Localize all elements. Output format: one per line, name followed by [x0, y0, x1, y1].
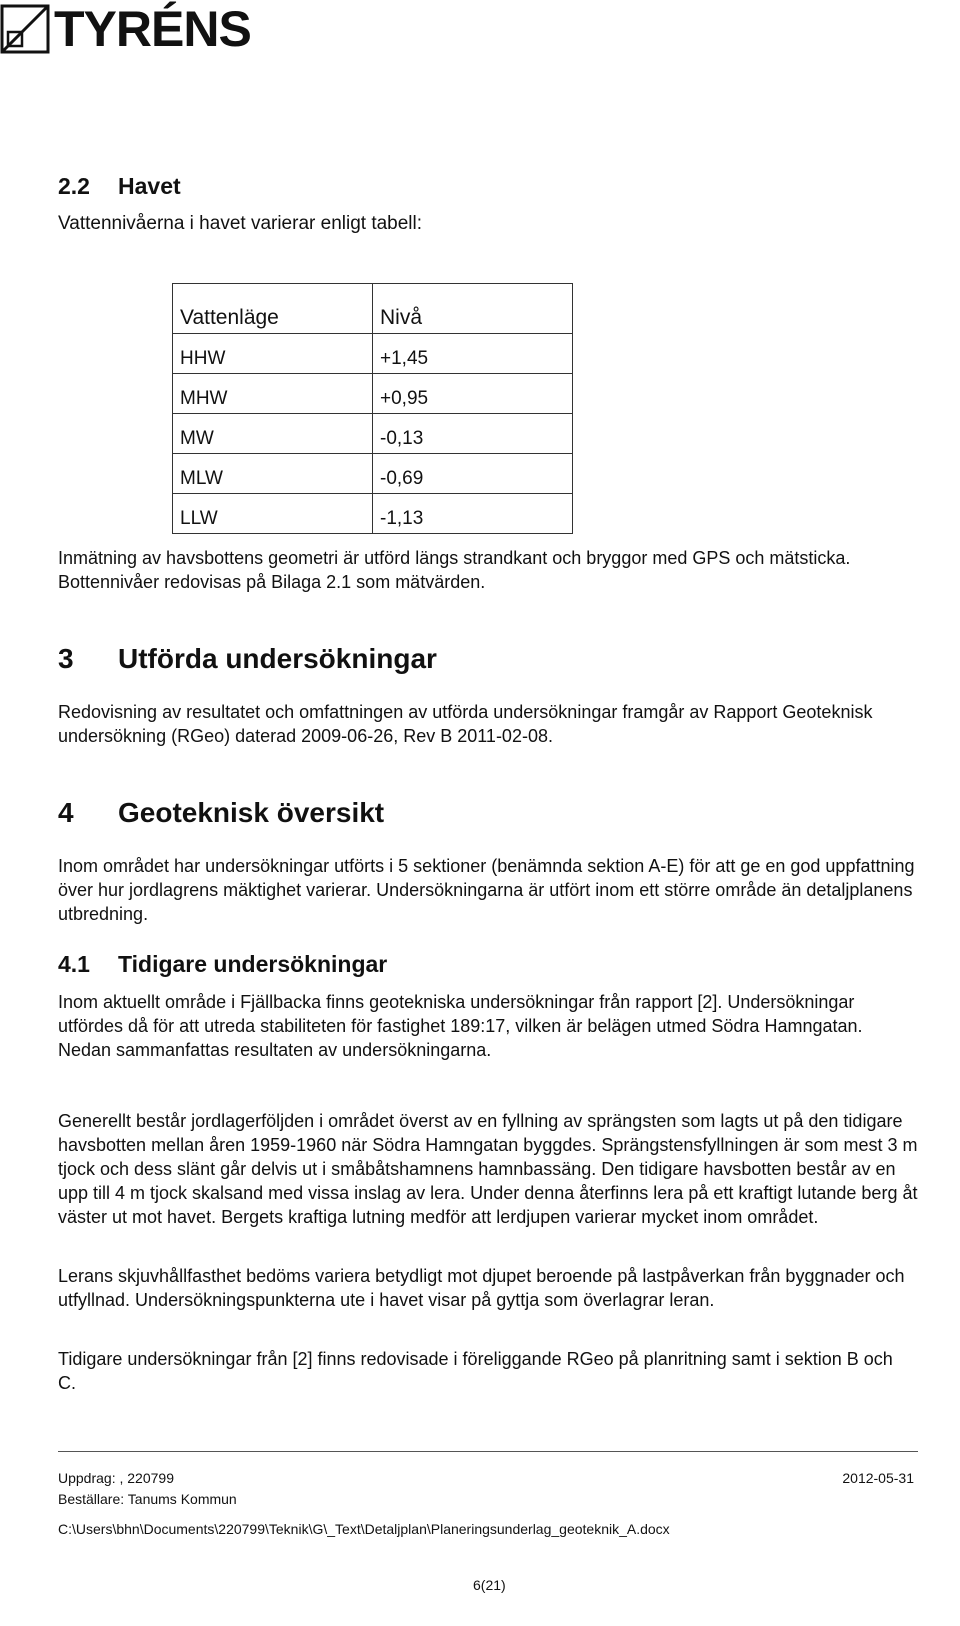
heading-number: 2.2: [58, 173, 90, 199]
table-header-cell: Vattenläge: [173, 284, 373, 334]
footer-bestallare: Beställare: Tanums Kommun: [58, 1491, 237, 1507]
heading-4: [58, 797, 384, 829]
section-intro: Vattennivåerna i havet varierar enligt tabell:: [58, 213, 423, 234]
table-row: [173, 454, 573, 494]
heading-number: 4: [58, 797, 74, 828]
table-cell: -1,13: [373, 494, 573, 534]
heading-3: [58, 643, 437, 675]
section-3-body: Redovisning av resultatet och omfattningen av utförda undersökningar framgår av Rapport Geoteknisk undersökning (RGeo) daterad 2009-06-26, Rev B 2011-02-08.: [58, 702, 873, 746]
table-header-cell: Nivå: [373, 284, 573, 334]
measurement-paragraph: Inmätning av havsbottens geometri är utförd längs strandkant och bryggor med GPS och mätsticka. Bottennivåer redovisas på Bilaga 2.1 som mätvärden.: [58, 548, 851, 592]
heading-title: Utförda undersökningar: [118, 643, 437, 674]
section-4-body: Inom området har undersökningar utförts i 5 sektioner (benämnda sektion A-E) för att ge en god uppfattning över hur jordlagrens mäktighet varierar. Undersökningarna är utfört inom ett större område än detaljplanens utbredning.: [58, 856, 915, 924]
section-4-1-body: Inom aktuellt område i Fjällbacka finns geotekniska undersökningar från rapport [2]. Undersökningar utfördes då för att utreda stabiliteten för fastighet 189:17, vilken är belägen utmed Södra Hamngatan. Nedan sammanfattas resultaten av undersökningarna.: [58, 992, 863, 1060]
heading-title: Tidigare undersökningar: [118, 951, 388, 977]
heading-title: Geoteknisk översikt: [118, 797, 385, 828]
table-cell: +1,45: [373, 334, 573, 374]
table-cell: MLW: [173, 454, 373, 494]
heading-number: 3: [58, 643, 74, 674]
table-row: [173, 374, 573, 414]
heading-title: Havet: [118, 173, 181, 199]
table-row: [173, 414, 573, 454]
table-cell: LLW: [173, 494, 373, 534]
heading-number: 4.1: [58, 951, 90, 977]
section-4-1-paragraph-2: Generellt består jordlagerföljden i området överst av en fyllning av sprängsten som lagts ut på den tidigare havsbotten mellan åren 1959-1960 när Södra Hamngatan byggdes. Sprängstensfyllningen är som mest 3 m tjock och dess slänt går delvis ut i småbåtshamnens hamnbassäng. Den tidigare havsbotten består av en upp till 4 m tjock skalsand med vissa inslag av lera. Under denna återfinns lera på ett kraftigt lutande berg åt väster ut mot havet. Bergets kraftiga lutning medför att lerdjupen varierar mycket inom området.: [58, 1111, 918, 1227]
footer-file-path: C:\Users\bhn\Documents\220799\Teknik\G\_Text\Detaljplan\Planeringsunderlag_geoteknik_A.docx: [58, 1521, 670, 1537]
table-header-row: [173, 284, 573, 334]
table-cell: HHW: [173, 334, 373, 374]
table-cell: -0,69: [373, 454, 573, 494]
table-cell: +0,95: [373, 374, 573, 414]
table-cell: -0,13: [373, 414, 573, 454]
footer-date: 2012-05-31: [842, 1470, 914, 1486]
heading-2-2: [58, 173, 181, 200]
footer-page-number: 6(21): [473, 1577, 506, 1593]
logo-text: TYRÉNS: [54, 1, 251, 57]
table-cell: MW: [173, 414, 373, 454]
table-cell: MHW: [173, 374, 373, 414]
water-level-table: [172, 283, 573, 534]
heading-4-1: [58, 951, 387, 978]
section-4-1-paragraph-3: Lerans skjuvhållfasthet bedöms variera betydligt mot djupet beroende på lastpåverkan från byggnader och utfyllnad. Undersökningspunkterna ute i havet visar på gyttja som överlagrar leran.: [58, 1266, 905, 1310]
footer-uppdrag: Uppdrag: , 220799: [58, 1470, 174, 1486]
table-row: [173, 494, 573, 534]
tyrens-logo-mark-icon: [0, 4, 50, 54]
footer-divider: [58, 1451, 918, 1452]
section-4-1-paragraph-4: Tidigare undersökningar från [2] finns redovisade i föreliggande RGeo på planritning samt i sektion B och C.: [58, 1349, 893, 1393]
company-logo: [0, 0, 251, 58]
table-row: [173, 334, 573, 374]
